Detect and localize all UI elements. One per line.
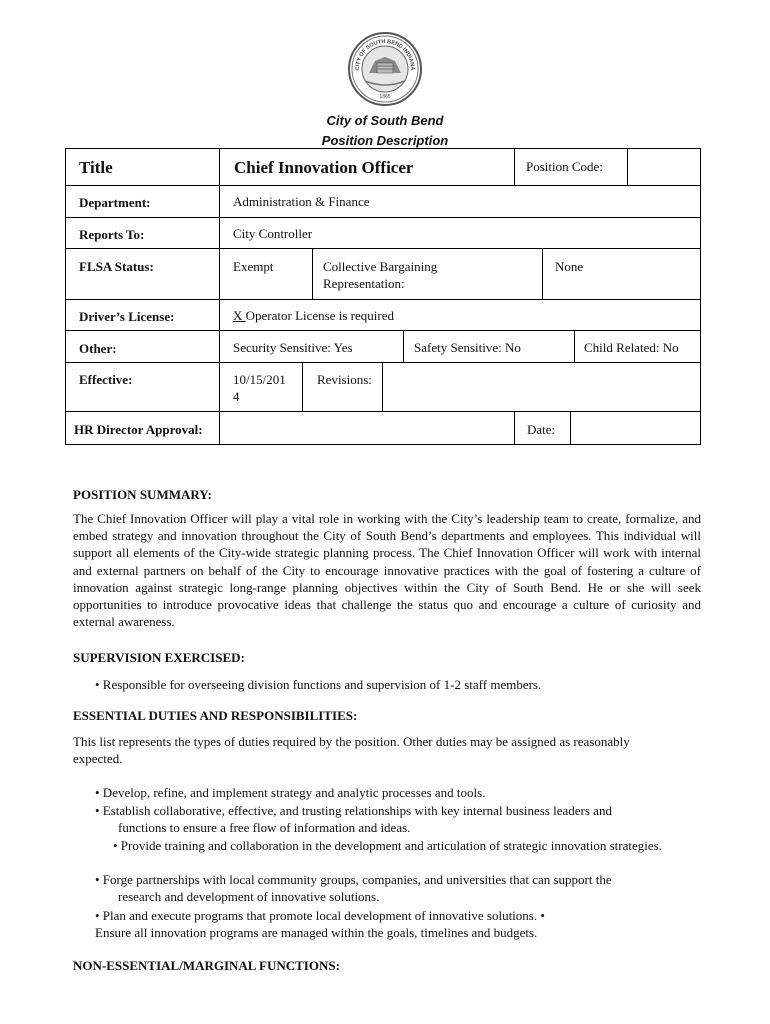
drivers-license-value: Operator License is required	[245, 308, 394, 323]
revisions-label: Revisions:	[317, 372, 372, 387]
position-form-table	[65, 148, 701, 445]
effective-value-line1: 10/15/201	[233, 372, 286, 387]
duties-intro-line2: expected.	[73, 751, 123, 766]
drivers-license-mark: X	[233, 308, 246, 323]
hr-director-approval-label: HR Director Approval:	[74, 422, 203, 437]
reports-to-value: City Controller	[233, 226, 313, 241]
collective-bargaining-label-line2: Representation:	[323, 276, 405, 291]
supervision-title: SUPERVISION EXERCISED:	[73, 650, 245, 665]
title-label: Title	[79, 158, 113, 177]
duty-item-1: • Develop, refine, and implement strategy and analytic processes and tools.	[95, 785, 486, 800]
supervision-item: • Responsible for overseeing division functions and supervision of 1-2 staff members.	[95, 677, 542, 692]
position-summary-title: POSITION SUMMARY:	[73, 487, 212, 502]
header-city-name: City of South Bend	[326, 113, 444, 128]
seal-text: CITY OF SOUTH BEND INDIANA	[354, 38, 416, 71]
city-seal-logo	[347, 31, 423, 107]
effective-value-line2: 4	[233, 389, 240, 404]
flsa-status-value: Exempt	[233, 259, 274, 274]
seal-year: 1865	[379, 94, 391, 100]
flsa-status-label: FLSA Status:	[79, 259, 154, 274]
header-document-title: Position Description	[321, 133, 449, 148]
duty-item-5-line2: Ensure all innovation programs are managed within the goals, timelines and budgets.	[95, 925, 538, 940]
duty-item-2-line2: functions to ensure a free flow of information and ideas.	[118, 820, 411, 835]
security-sensitive: Security Sensitive: Yes	[233, 340, 353, 355]
position-summary-paragraph: The Chief Innovation Officer will play a vital role in working with the City’s leadership team to create, formalize, and embed strategy and innovation throughout the City of South Bend’s departments and employees. This individual will support all elements of the City-wide strategic planning process. The Chief Innovation Officer will work with internal and external partners on behalf of the City to encourage innovative practices with the goal of fostering a culture of innovation against strategic long-range planning objectives within the City of South Bend. He or she will seek opportunities to introduce provocative ideas that challenge the status quo and encourage a culture of curiosity and external awareness.	[73, 511, 701, 630]
non-essential-title: NON-ESSENTIAL/MARGINAL FUNCTIONS:	[73, 958, 340, 973]
collective-bargaining-value: None	[555, 259, 584, 274]
duty-item-3: • Provide training and collaboration in the development and articulation of strategic innovation strategies.	[113, 838, 662, 853]
drivers-license-cell	[233, 307, 394, 324]
collective-bargaining-label-line1: Collective Bargaining	[323, 259, 438, 274]
position-summary-text	[73, 510, 701, 630]
effective-label: Effective:	[79, 372, 133, 387]
duty-item-5-line1: • Plan and execute programs that promote local development of innovative solutions. •	[95, 908, 545, 923]
department-label: Department:	[79, 195, 151, 210]
duties-intro-line1: This list represents the types of duties required by the position. Other duties may be assigned as reasonably	[73, 734, 630, 749]
duty-item-2-line1: • Establish collaborative, effective, and trusting relationships with key internal business leaders and	[95, 803, 612, 818]
reports-to-label: Reports To:	[79, 227, 145, 242]
duty-item-4-line2: research and development of innovative solutions.	[118, 889, 380, 904]
safety-sensitive: Safety Sensitive: No	[414, 340, 521, 355]
department-value: Administration & Finance	[233, 194, 370, 209]
duty-item-4-line1: • Forge partnerships with local community groups, companies, and universities that can support the	[95, 872, 612, 887]
title-value: Chief Innovation Officer	[234, 158, 414, 177]
date-label: Date:	[527, 422, 556, 437]
position-code-label: Position Code:	[526, 159, 603, 174]
other-label: Other:	[79, 341, 117, 356]
child-related: Child Related: No	[584, 340, 679, 355]
drivers-license-label: Driver’s License:	[79, 309, 175, 324]
essential-duties-title: ESSENTIAL DUTIES AND RESPONSIBILITIES:	[73, 708, 358, 723]
